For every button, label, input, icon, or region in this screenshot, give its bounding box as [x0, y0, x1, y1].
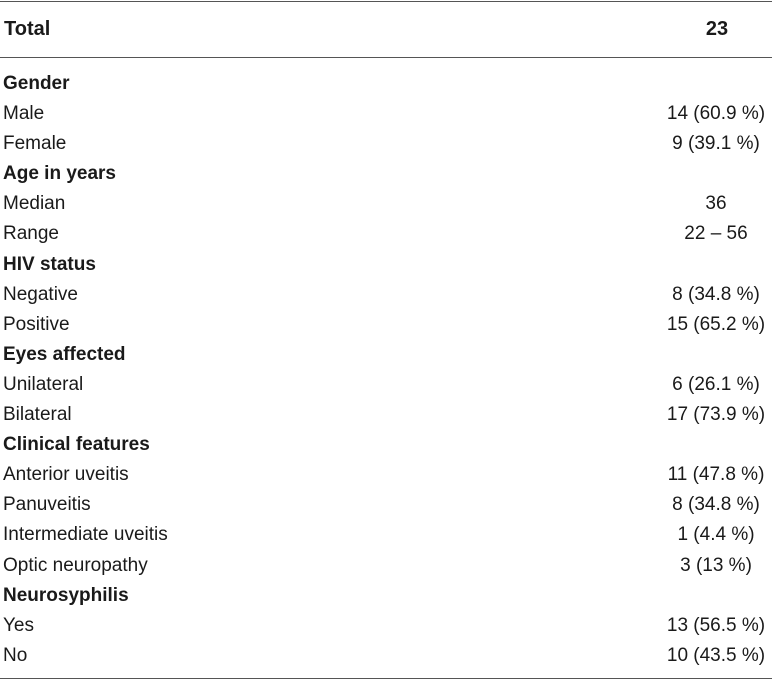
row-label: Panuveitis — [3, 494, 91, 516]
row-value: 13 (56.5 %) — [666, 614, 766, 636]
table-row-range — [0, 219, 772, 249]
row-label: Eyes affected — [3, 343, 126, 365]
row-value: 14 (60.9 %) — [666, 103, 766, 125]
table-row-optic-neuropathy — [0, 551, 772, 581]
table-row-unilateral — [0, 370, 772, 400]
section-row-clinical-features — [0, 430, 772, 460]
row-label: Bilateral — [3, 404, 72, 426]
row-value: 6 (26.1 %) — [672, 373, 760, 395]
table-row-male — [0, 99, 772, 129]
table-row-negative — [0, 280, 772, 310]
table-header-rule — [0, 57, 772, 58]
table-row-bilateral — [0, 400, 772, 430]
row-label: Positive — [3, 313, 70, 335]
row-label: Neurosyphilis — [3, 584, 129, 606]
section-row-age — [0, 159, 772, 189]
header-label: Total — [4, 18, 51, 40]
row-value: 11 (47.8 %) — [667, 464, 765, 486]
table-header-row — [0, 2, 772, 57]
row-value: 10 (43.5 %) — [666, 644, 766, 666]
row-label: Median — [3, 193, 66, 215]
row-value: 22 – 56 — [684, 223, 748, 245]
row-label: Yes — [3, 614, 34, 636]
row-label: Male — [3, 103, 45, 125]
row-value: 1 (4.4 %) — [677, 524, 755, 546]
table-row-no — [0, 641, 772, 671]
row-label: Clinical features — [3, 434, 150, 456]
row-label: Gender — [3, 73, 70, 94]
table-row-anterior-uveitis — [0, 460, 772, 490]
row-label: Anterior uveitis — [3, 464, 129, 486]
row-value: 17 (73.9 %) — [666, 404, 766, 426]
table-row-median — [0, 189, 772, 219]
table-row-female — [0, 129, 772, 159]
section-row-eyes-affected — [0, 340, 772, 370]
row-label: Age in years — [3, 163, 116, 185]
row-value: 36 — [705, 193, 727, 215]
row-label: No — [3, 644, 28, 666]
row-value: 3 (13 %) — [680, 554, 752, 576]
table-row-panuveitis — [0, 490, 772, 520]
row-value: 8 (34.8 %) — [672, 283, 760, 305]
section-row-neurosyphilis — [0, 581, 772, 611]
row-value: 9 (39.1 %) — [672, 133, 760, 155]
table-body — [0, 69, 772, 671]
row-label: Female — [3, 133, 67, 155]
row-value: 8 (34.8 %) — [672, 494, 760, 516]
table-row-intermediate-uveitis — [0, 520, 772, 550]
header-value: 23 — [705, 18, 729, 40]
row-label: HIV status — [3, 253, 96, 275]
row-label: Unilateral — [3, 373, 84, 395]
row-label: Optic neuropathy — [3, 554, 148, 576]
table-row-yes — [0, 611, 772, 641]
row-label: Range — [3, 223, 59, 245]
row-label: Negative — [3, 283, 78, 305]
section-row-gender — [0, 69, 772, 99]
table-row-positive — [0, 310, 772, 340]
table-bottom-rule — [0, 678, 772, 679]
row-value: 15 (65.2 %) — [666, 313, 766, 335]
section-row-hiv-status — [0, 250, 772, 280]
row-label: Intermediate uveitis — [3, 524, 168, 546]
